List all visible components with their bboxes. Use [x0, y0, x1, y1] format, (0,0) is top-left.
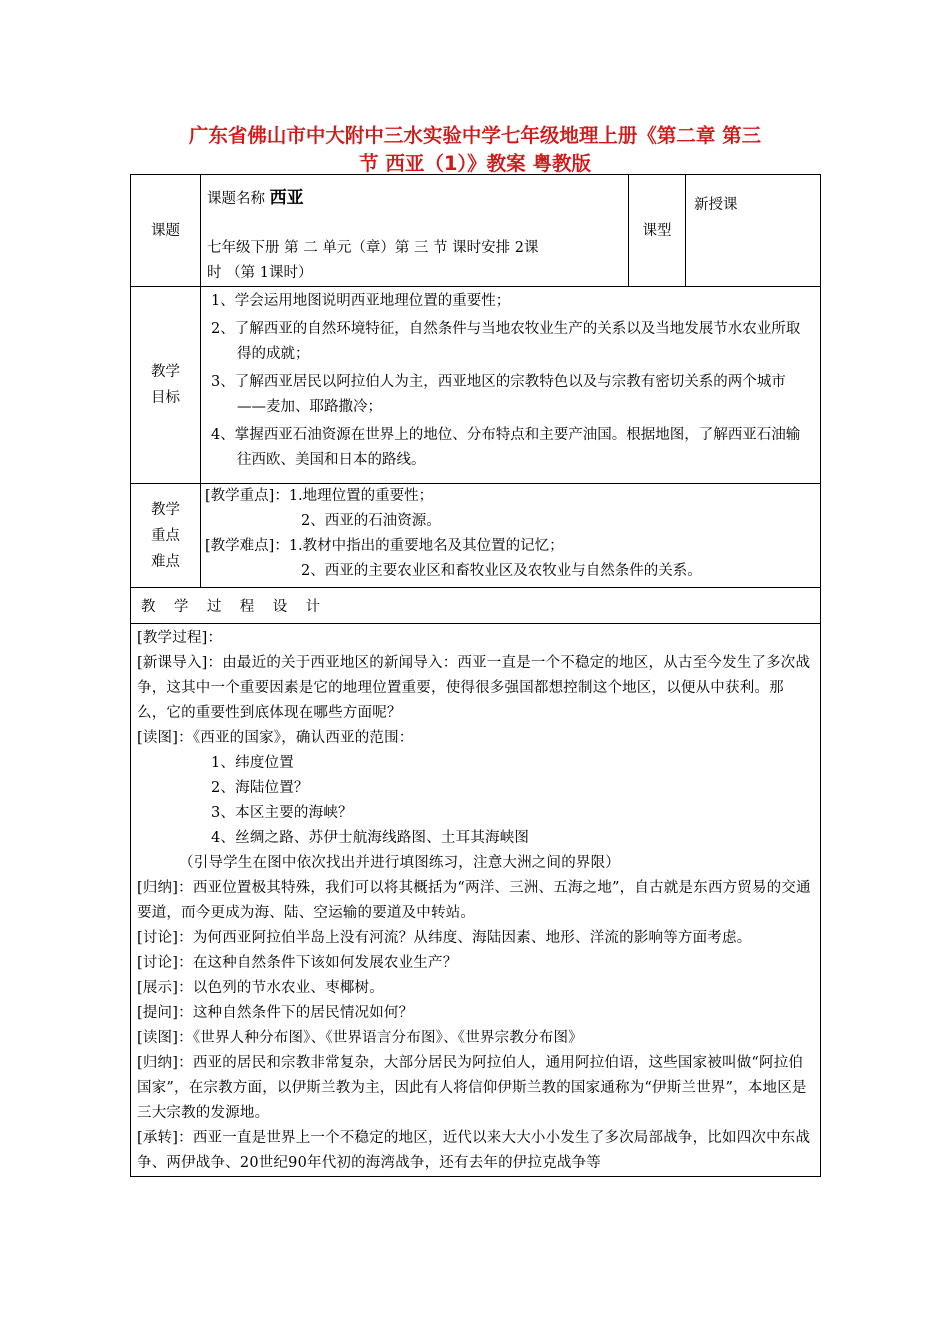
process-row: [131, 624, 821, 1177]
goal-item: 3、了解西亚居民以阿拉伯人为主，西亚地区的宗教特色以及与宗教有密切关系的两个城市——麦加、耶路撒冷；: [211, 374, 786, 415]
goals-label-line-2: 目标: [151, 390, 180, 406]
focus-row: [131, 484, 821, 588]
process-paragraph: [读图]：《西亚的国家》，确认西亚的范围：: [137, 730, 414, 746]
focus-label-line-3: 难点: [151, 553, 180, 570]
focus-label: [131, 484, 201, 588]
process-paragraph: [归纳]：西亚的居民和宗教非常复杂，大部分居民为阿拉伯人，通用阿拉伯语，这些国家被叫做“阿拉伯国家”，在宗教方面，以伊斯兰教为主，因此有人将信仰伊斯兰教的国家通称为“伊斯兰世界”，本地区是三大宗教的发源地。: [137, 1055, 807, 1121]
process-heading: [教学过程]：: [137, 630, 223, 646]
title-line-1: 广东省佛山市中大附中三水实验中学七年级地理上册《第二章 第三: [188, 124, 762, 147]
key-point-line-1: [教学重点]：1.地理位置的重要性；: [205, 488, 434, 504]
topic-cell: [201, 175, 629, 287]
goals-label: [131, 287, 201, 484]
process-list-item: 4、丝绸之路、苏伊士航海线路图、土耳其海峡图: [211, 830, 530, 846]
goals-label-line-1: 教学: [151, 364, 180, 380]
process-paragraph: [提问]：这种自然条件下的居民情况如何？: [137, 1005, 414, 1021]
process-list-item: 3、本区主要的海峡？: [211, 805, 353, 821]
topic-label: 课题: [131, 175, 201, 287]
process-paragraph: [讨论]：在这种自然条件下该如何发展农业生产？: [137, 955, 458, 971]
goal-item: 2、了解西亚的自然环境特征，自然条件与当地农牧业生产的关系以及当地发展节水农业所取得的成就；: [211, 321, 801, 362]
difficulty-line-2: 2、西亚的主要农业区和畜牧业区及农牧业与自然条件的关系。: [301, 563, 702, 579]
topic-row: [131, 175, 821, 287]
design-header-row: [131, 588, 821, 624]
schedule-line-2: 时 （第 1课时）: [207, 265, 313, 281]
topic-name-prefix: 课题名称: [207, 191, 265, 207]
goal-item: 4、掌握西亚石油资源在世界上的地位、分布特点和主要产油国。根据地图，了解西亚石油输往西欧、美国和日本的路线。: [211, 427, 801, 468]
focus-label-line-1: 教学: [151, 501, 180, 518]
goals-row: [131, 287, 821, 484]
process-paragraph: [展示]：以色列的节水农业、枣椰树。: [137, 980, 384, 996]
process-cell: [131, 624, 821, 1177]
difficulty-line-1: [教学难点]：1.教材中指出的重要地名及其位置的记忆；: [205, 538, 564, 554]
goal-item: 1、学会运用地图说明西亚地理位置的重要性；: [211, 293, 511, 309]
process-paragraph: [讨论]：为何西亚阿拉伯半岛上没有河流？从纬度、海陆因素、地形、洋流的影响等方面考虑。: [137, 930, 752, 946]
focus-cell: [201, 484, 821, 588]
document-title: [120, 122, 830, 178]
design-header: 教 学 过 程 设 计: [131, 588, 821, 624]
process-list-item: 2、海陆位置？: [211, 780, 309, 796]
topic-name: 西亚: [269, 188, 304, 208]
goals-cell: [201, 287, 821, 484]
topic-name-line: [207, 183, 620, 214]
type-value-text: 新授课: [694, 197, 738, 213]
process-paragraph: [归纳]：西亚位置极其特殊，我们可以将其概括为“两洋、三洲、五海之地”，自古就是东西方贸易的交通要道，而今更成为海、陆、空运输的要道及中转站。: [137, 880, 811, 921]
process-paragraph: [新课导入]：由最近的关于西亚地区的新闻导入：西亚一直是一个不稳定的地区，从古至今发生了多次战争，这其中一个重要因素是它的地理位置重要，使得很多强国都想控制这个地区，以便从中获利。那么，它的重要性到底体现在哪些方面呢？: [137, 655, 811, 721]
title-line-2: 节 西亚（1）》教案 粤教版: [359, 152, 591, 175]
type-label: 课型: [629, 175, 686, 287]
focus-label-line-2: 重点: [151, 527, 180, 544]
type-value: [686, 175, 821, 287]
lesson-plan-table: [130, 174, 821, 1177]
process-note: （引导学生在图中依次找出并进行填图练习，注意大洲之间的界限）: [179, 855, 620, 871]
key-point-line-2: 2、西亚的石油资源。: [301, 513, 441, 529]
process-list-item: 1、纬度位置: [211, 755, 294, 771]
process-paragraph: [承转]：西亚一直是世界上一个不稳定的地区，近代以来大大小小发生了多次局部战争，比如四次中东战争、两伊战争、20世纪90年代初的海湾战争，还有去年的伊拉克战争等: [137, 1130, 811, 1171]
schedule-line-1: 七年级下册 第 二 单元（章）第 三 节 课时安排 2课: [207, 240, 539, 256]
process-paragraph: [读图]：《世界人种分布图》、《世界语言分布图》、《世界宗教分布图》: [137, 1030, 583, 1046]
